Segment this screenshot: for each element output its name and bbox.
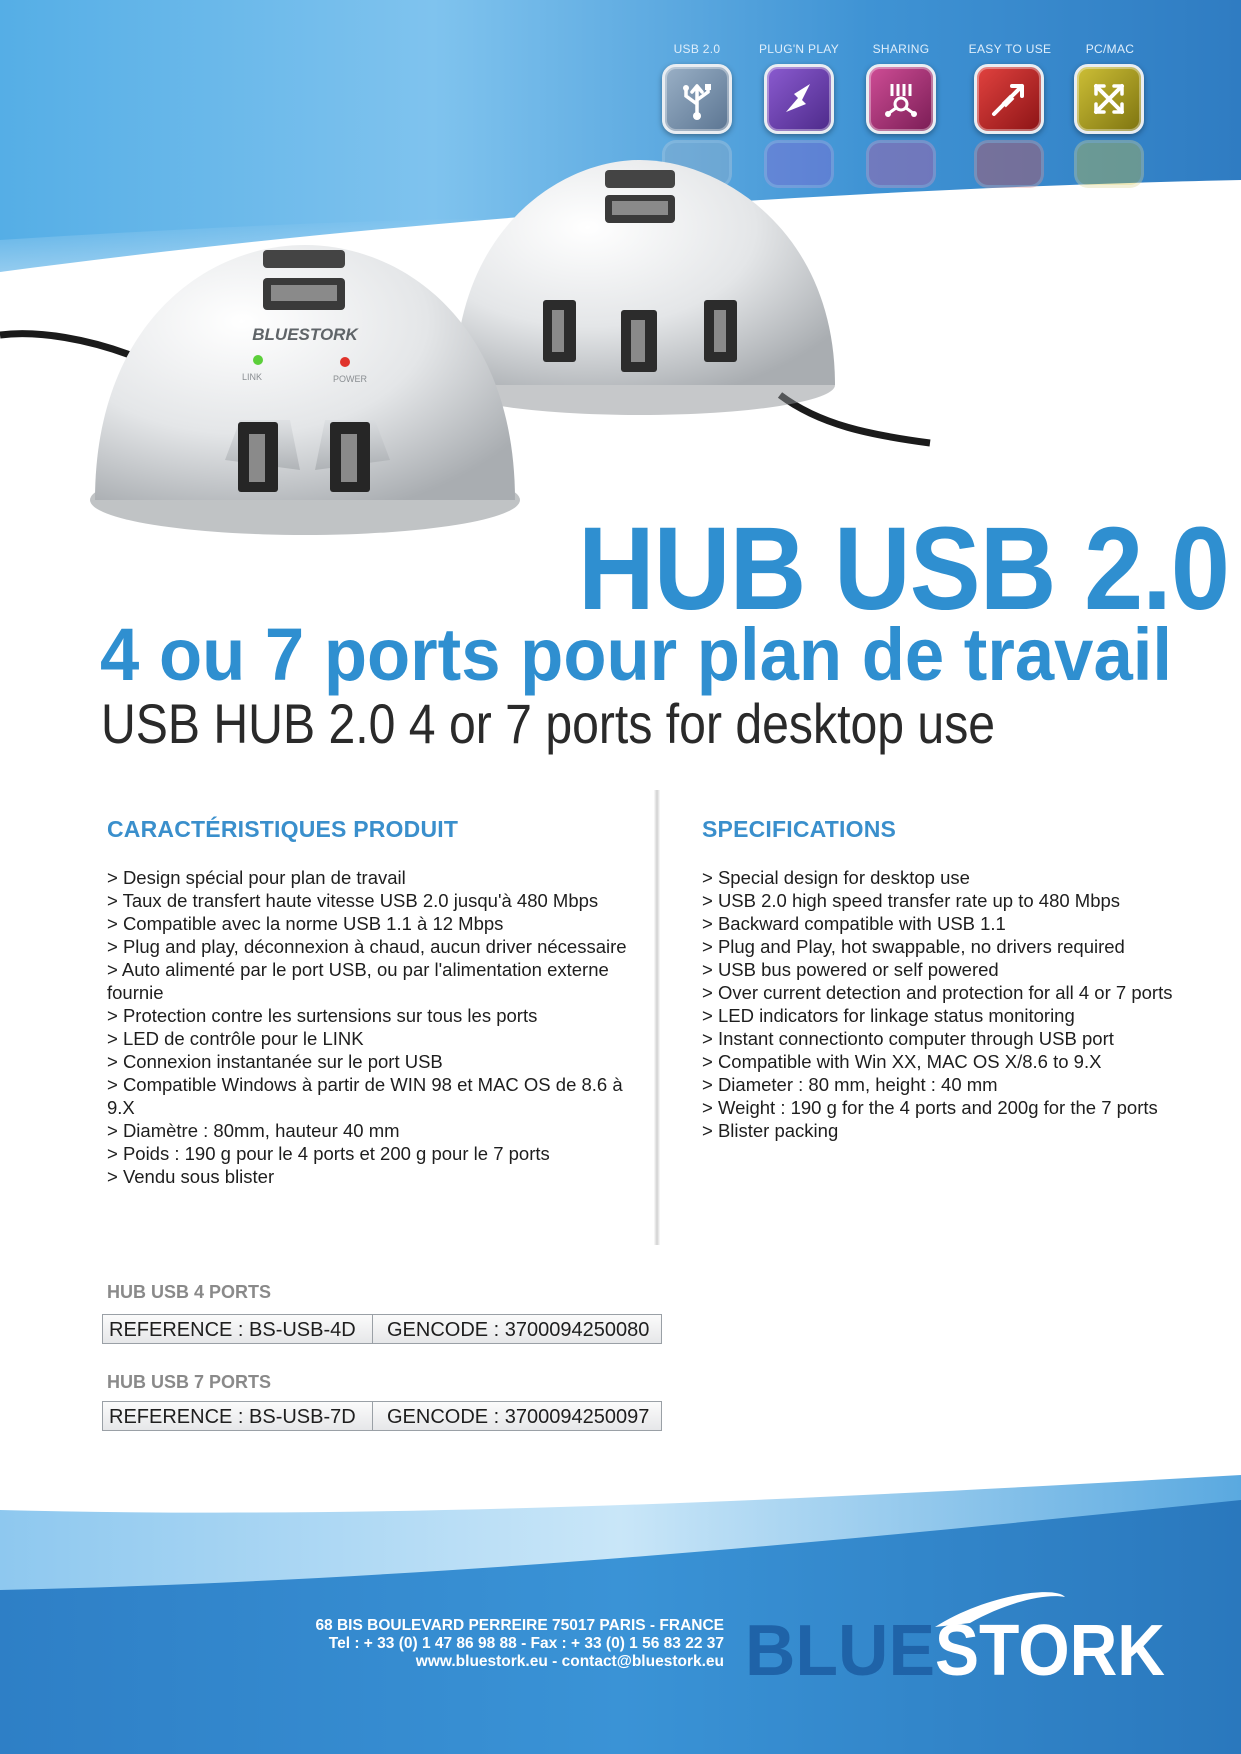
pc-mac-icon [1074,64,1144,134]
gencode-cell: GENCODE : 3700094250080 [387,1319,650,1341]
gencode-cell: GENCODE : 3700094250097 [387,1406,650,1428]
fr-features-list [107,866,647,1188]
footer-contact [260,1617,724,1671]
list-item: > Compatible with Win XX, MAC OS X/8.6 to 9.X [702,1051,1102,1072]
list-item: > Over current detection and protection for all 4 or 7 ports [702,982,1173,1003]
list-item: > Blister packing [702,1120,839,1141]
sharing-icon [866,64,936,134]
brand-text-left: BLUE [745,1611,935,1685]
list-item: > Compatible avec la norme USB 1.1 à 12 Mbps [107,913,504,934]
icon-reflection [1074,140,1144,188]
list-item: > Protection contre les surtensions sur tous les ports [107,1005,538,1026]
list-item: > Weight : 190 g for the 4 ports and 200g for the 7 ports [702,1097,1158,1118]
page-subtitle-english: USB HUB 2.0 4 or 7 ports for desktop use [101,692,996,755]
list-item: > Vendu sous blister [107,1166,275,1187]
easy-use-icon [974,64,1044,134]
list-item: > LED de contrôle pour le LINK [107,1028,364,1049]
reference-cell: REFERENCE : BS-USB-4D [103,1315,373,1343]
ref-table-4-ports [102,1314,662,1344]
list-item: > LED indicators for linkage status monitoring [702,1005,1075,1026]
reference-cell: REFERENCE : BS-USB-7D [103,1402,373,1430]
list-item: > Compatible Windows à partir de WIN 98 et MAC OS de 8.6 à 9.X [107,1074,623,1118]
ref-table-7-ports [102,1401,662,1431]
feature-label-usb: USB 2.0 [673,42,721,56]
feature-label-plug-play: PLUG'N PLAY [758,42,840,56]
en-specifications-heading: SPECIFICATIONS [702,816,897,842]
list-item: > Plug and Play, hot swappable, no drivers required [702,936,1125,957]
page-subtitle: 4 ou 7 ports pour plan de travail [100,613,1173,696]
en-specifications-list [702,866,1202,1142]
list-item: > Design spécial pour plan de travail [107,867,406,888]
list-item: > Plug and play, déconnexion à chaud, aucun driver nécessaire [107,936,627,957]
usb-icon [662,64,732,134]
plug-play-icon [764,64,834,134]
feature-label-sharing: SHARING [872,42,930,56]
list-item: > USB bus powered or self powered [702,959,999,980]
list-item: > Poids : 190 g pour le 4 ports et 200 g pour le 7 ports [107,1143,550,1164]
feature-label-pc-mac: PC/MAC [1085,42,1135,56]
list-item: > Auto alimenté par le port USB, ou par l'alimentation externe fournie [107,959,609,1003]
list-item: > Instant connectionto computer through USB port [702,1028,1114,1049]
list-item: > Taux de transfert haute vitesse USB 2.0 jusqu'à 480 Mbps [107,890,599,911]
list-item: > USB 2.0 high speed transfer rate up to 480 Mbps [702,890,1121,911]
led-label-power: POWER [332,374,368,384]
footer-web-line[interactable]: www.bluestork.eu - contact@bluestork.eu [415,1653,724,1670]
fr-features-heading: CARACTÉRISTIQUES PRODUIT [107,816,459,842]
ref-label-4-ports: HUB USB 4 PORTS [107,1282,272,1302]
ref-label-7-ports: HUB USB 7 PORTS [107,1372,272,1392]
brand-text-right: STORK [935,1611,1165,1685]
bluestork-logo [745,1585,1175,1685]
page-title: HUB USB 2.0 [578,503,1230,635]
list-item: > Special design for desktop use [702,867,970,888]
footer-address-line: 68 BIS BOULEVARD PERREIRE 75017 PARIS - FRANCE [315,1617,724,1634]
footer-phone-line: Tel : + 33 (0) 1 47 86 98 88 - Fax : + 33 (0) 1 56 83 22 37 [328,1635,724,1652]
list-item: > Backward compatible with USB 1.1 [702,913,1006,934]
led-label-link: LINK [241,372,263,382]
list-item: > Connexion instantanée sur le port USB [107,1051,443,1072]
feature-label-easy-use: EASY TO USE [968,42,1052,56]
product-logo-text: BLUESTORK [252,325,358,344]
list-item: > Diameter : 80 mm, height : 40 mm [702,1074,998,1095]
column-divider [654,790,660,1245]
list-item: > Diamètre : 80mm, hauteur 40 mm [107,1120,400,1141]
